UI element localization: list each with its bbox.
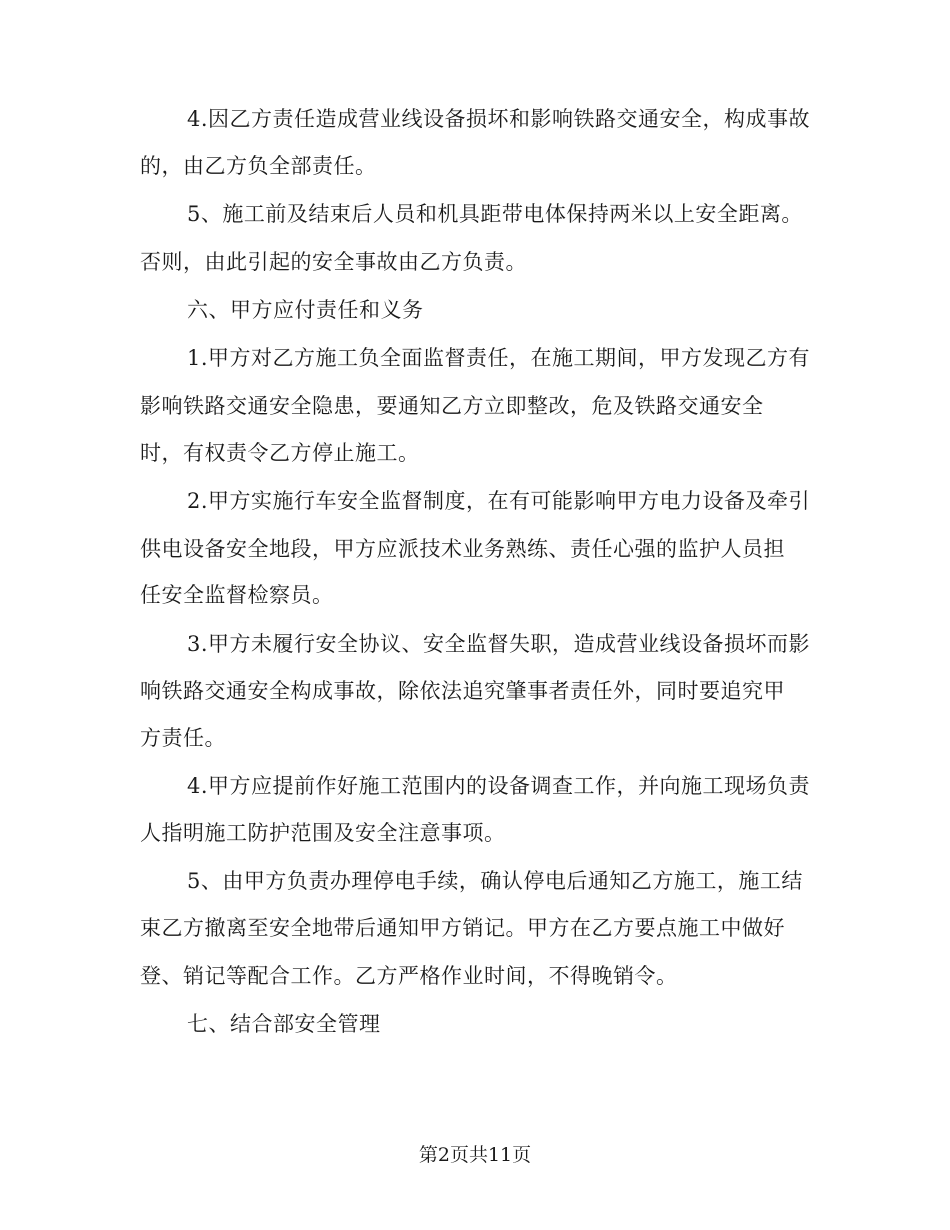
paragraph-line: 任安全监督检察员。 <box>140 583 334 607</box>
paragraph-line: 3.甲方未履行安全协议、安全监督失职，造成营业线设备损坏而影 <box>187 632 811 656</box>
paragraph-line: 2.甲方实施行车安全监督制度，在有可能影响甲方电力设备及牵引 <box>187 489 811 513</box>
paragraph-line: 登、销记等配合工作。乙方严格作业时间，不得晚销令。 <box>140 964 678 988</box>
paragraph-line: 否则，由此引起的安全事故由乙方负责。 <box>140 250 527 274</box>
paragraph-line: 束乙方撤离至安全地带后通知甲方销记。甲方在乙方要点施工中做好 <box>140 916 785 940</box>
paragraph-line: 5、由甲方负责办理停电手续，确认停电后通知乙方施工，施工结 <box>187 869 803 893</box>
paragraph-line: 4.因乙方责任造成营业线设备损坏和影响铁路交通安全，构成事故 <box>187 107 811 131</box>
paragraph-line: 的，由乙方负全部责任。 <box>140 154 377 178</box>
paragraph-line: 影响铁路交通安全隐患，要通知乙方立即整改，危及铁路交通安全 <box>140 394 764 418</box>
paragraph-line: 供电设备安全地段，甲方应派技术业务熟练、责任心强的监护人员担 <box>140 537 785 561</box>
section-heading: 六、甲方应付责任和义务 <box>187 298 424 322</box>
page-number-footer: 第2页共11页 <box>418 1144 532 1166</box>
section-heading: 七、结合部安全管理 <box>187 1012 381 1036</box>
paragraph-line: 时，有权责令乙方停止施工。 <box>140 441 420 465</box>
paragraph-line: 方责任。 <box>140 726 226 750</box>
paragraph-line: 1.甲方对乙方施工负全面监督责任，在施工期间，甲方发现乙方有 <box>187 346 811 370</box>
paragraph-line: 4.甲方应提前作好施工范围内的设备调查工作，并向施工现场负责 <box>187 774 811 798</box>
paragraph-line: 响铁路交通安全构成事故，除依法追究肇事者责任外，同时要追究甲 <box>140 679 785 703</box>
paragraph-line: 人指明施工防护范围及安全注意事项。 <box>140 821 506 845</box>
paragraph-line: 5、施工前及结束后人员和机具距带电体保持两米以上安全距离。 <box>187 202 803 226</box>
